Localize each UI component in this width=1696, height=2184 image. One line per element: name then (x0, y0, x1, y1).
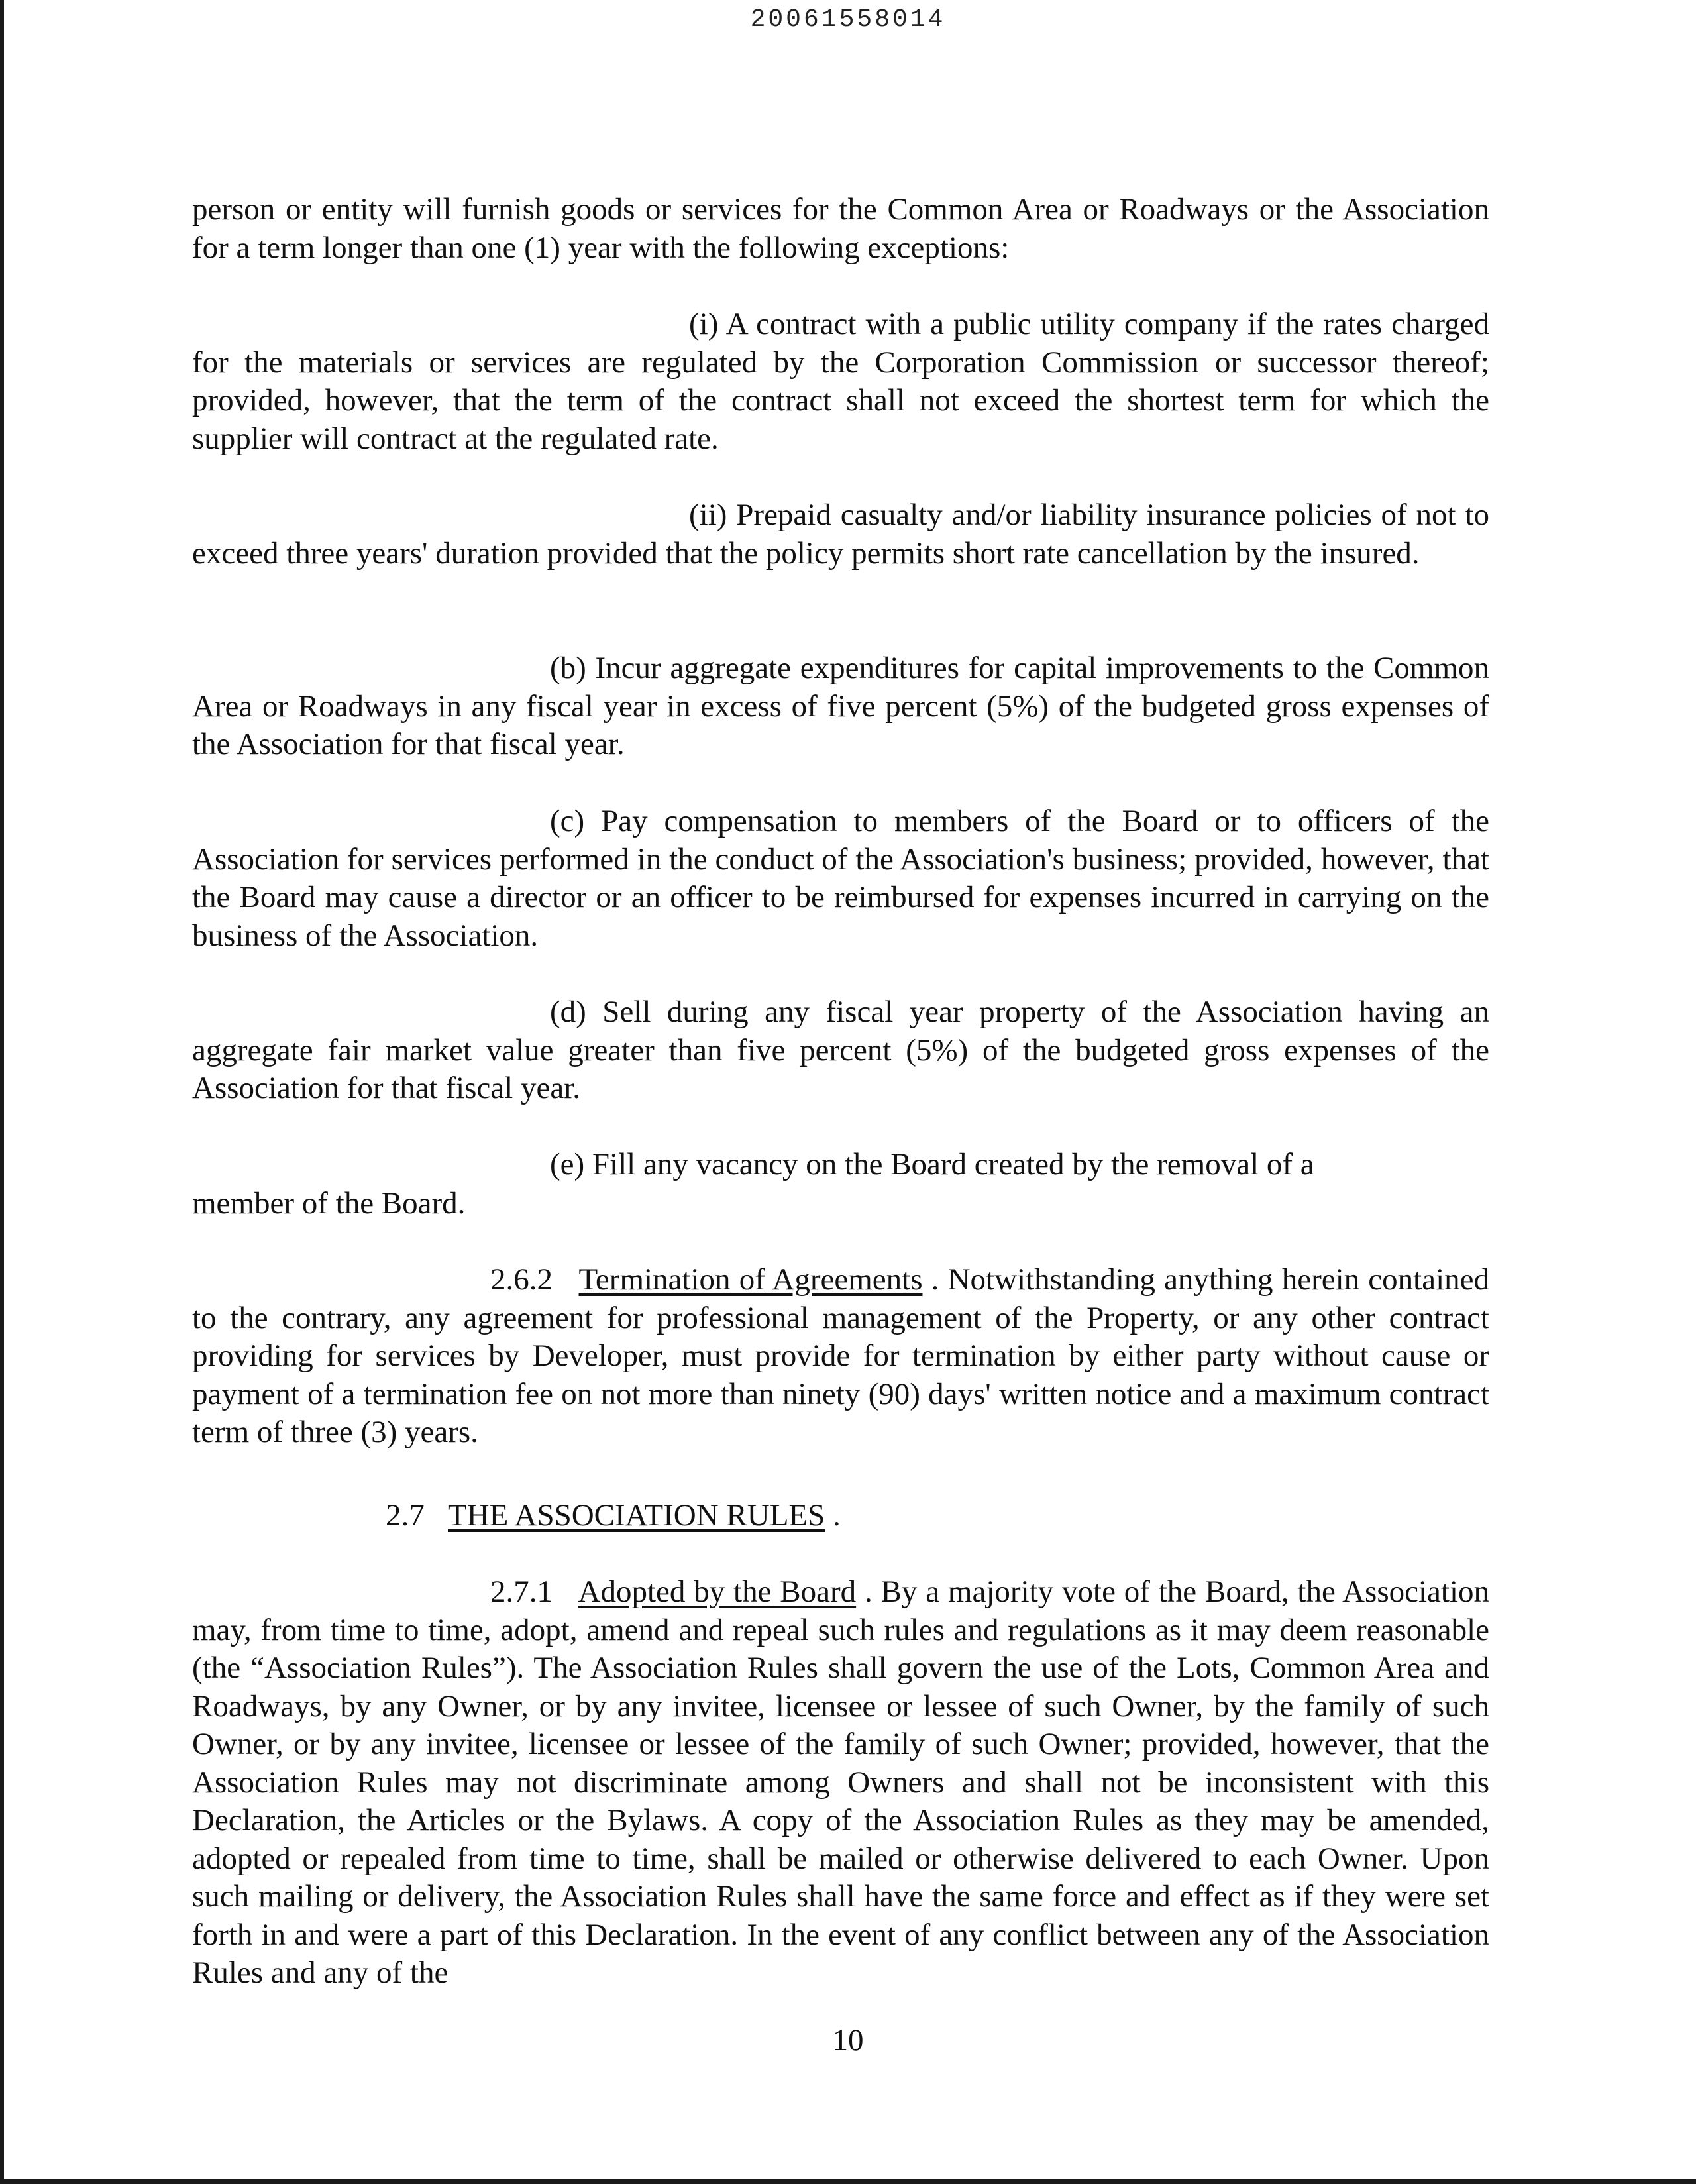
section-2-7-1 (192, 1573, 1489, 1993)
section-2-7-number: 2.7 (386, 1498, 425, 1533)
paragraph-b: (b) Incur aggregate expenditures for capital improvements to the Common Area or Roadways in any fiscal year in excess of five percent (5%) of the budgeted gross expenses of the Association for that fiscal year. (192, 651, 1489, 761)
scan-border-bottom (0, 2179, 1696, 2184)
section-2-6-2-title: Termination of Agreements (578, 1262, 923, 1297)
section-2-7-title: THE ASSOCIATION RULES (448, 1498, 825, 1533)
paragraph-d: (d) Sell during any fiscal year property of the Association having an aggregate fair market value greater than five percent (5%) of the budgeted gross expenses of the Association for that fiscal year. (192, 995, 1489, 1105)
section-2-6-2 (192, 1261, 1489, 1452)
paragraph-e-line2: member of the Board. (192, 1186, 466, 1221)
document-id: 20061558014 (750, 5, 946, 34)
paragraph-c: (c) Pay compensation to members of the Board or to officers of the Association for services performed in the conduct of the Association's business; provided, however, that the Board may cause a director or an officer to be reimbursed for expenses incurred in carrying on the business of the Association. (192, 804, 1489, 953)
paragraph-intro: person or entity will furnish goods or services for the Common Area or Roadways or the Association for a term longer than one (1) year with the following exceptions: (192, 192, 1489, 265)
page-number: 10 (832, 2023, 864, 2057)
section-2-7-1-number: 2.7.1 (490, 1574, 553, 1609)
section-2-7-1-title: Adopted by the Board (578, 1574, 857, 1609)
section-2-6-2-text: . Notwithstanding anything herein contained to the contrary, any agreement for professional management of the Property, or any other contract providing for services by Developer, must provide for termination by either party without cause or payment of a termination fee on not more than ninety (90) days' written notice and a maximum contract term of three (3) years. (192, 1262, 1490, 1449)
scan-border-left (0, 0, 4, 2184)
section-2-7-1-text: . By a majority vote of the Board, the Association may, from time to time, adopt, amend and repeal such rules and regulations as it may deem reasonable (the “Association Rules”). The Association Rules shall govern the use of the Lots, Common Area and Roadways, by any Owner, or by any invitee, licensee or lessee of such Owner, by the family of such Owner, or by any invitee, licensee or lessee of the family of such Owner; provided, however, that the Association Rules may not discriminate among Owners and shall not be inconsistent with this Declaration, the Articles or the Bylaws. A copy of the Association Rules as they may be amended, adopted or repealed from time to time, shall be mailed or otherwise delivered to each Owner. Upon such mailing or delivery, the Association Rules shall have the same force and effect as if they were set forth in and were a part of this Declaration. In the event of any conflict between any of the Association Rules and any of the (192, 1574, 1490, 1990)
section-2-7-heading (386, 1497, 841, 1535)
section-2-6-2-number: 2.6.2 (490, 1262, 553, 1297)
paragraph-exception-i: (i) A contract with a public utility company if the rates charged for the materials or services are regulated by the Corporation Commission or successor thereof; provided, however, that the term of the contract shall not exceed the shortest term for which the supplier will contract at the regulated rate. (192, 307, 1489, 456)
section-2-7-period: . (833, 1498, 841, 1533)
paragraph-e-line1: (e) Fill any vacancy on the Board created by the removal of a (550, 1147, 1314, 1181)
paragraph-exception-ii: (ii) Prepaid casualty and/or liability insurance policies of not to exceed three years' duration provided that the policy permits short rate cancellation by the insured. (192, 498, 1489, 571)
